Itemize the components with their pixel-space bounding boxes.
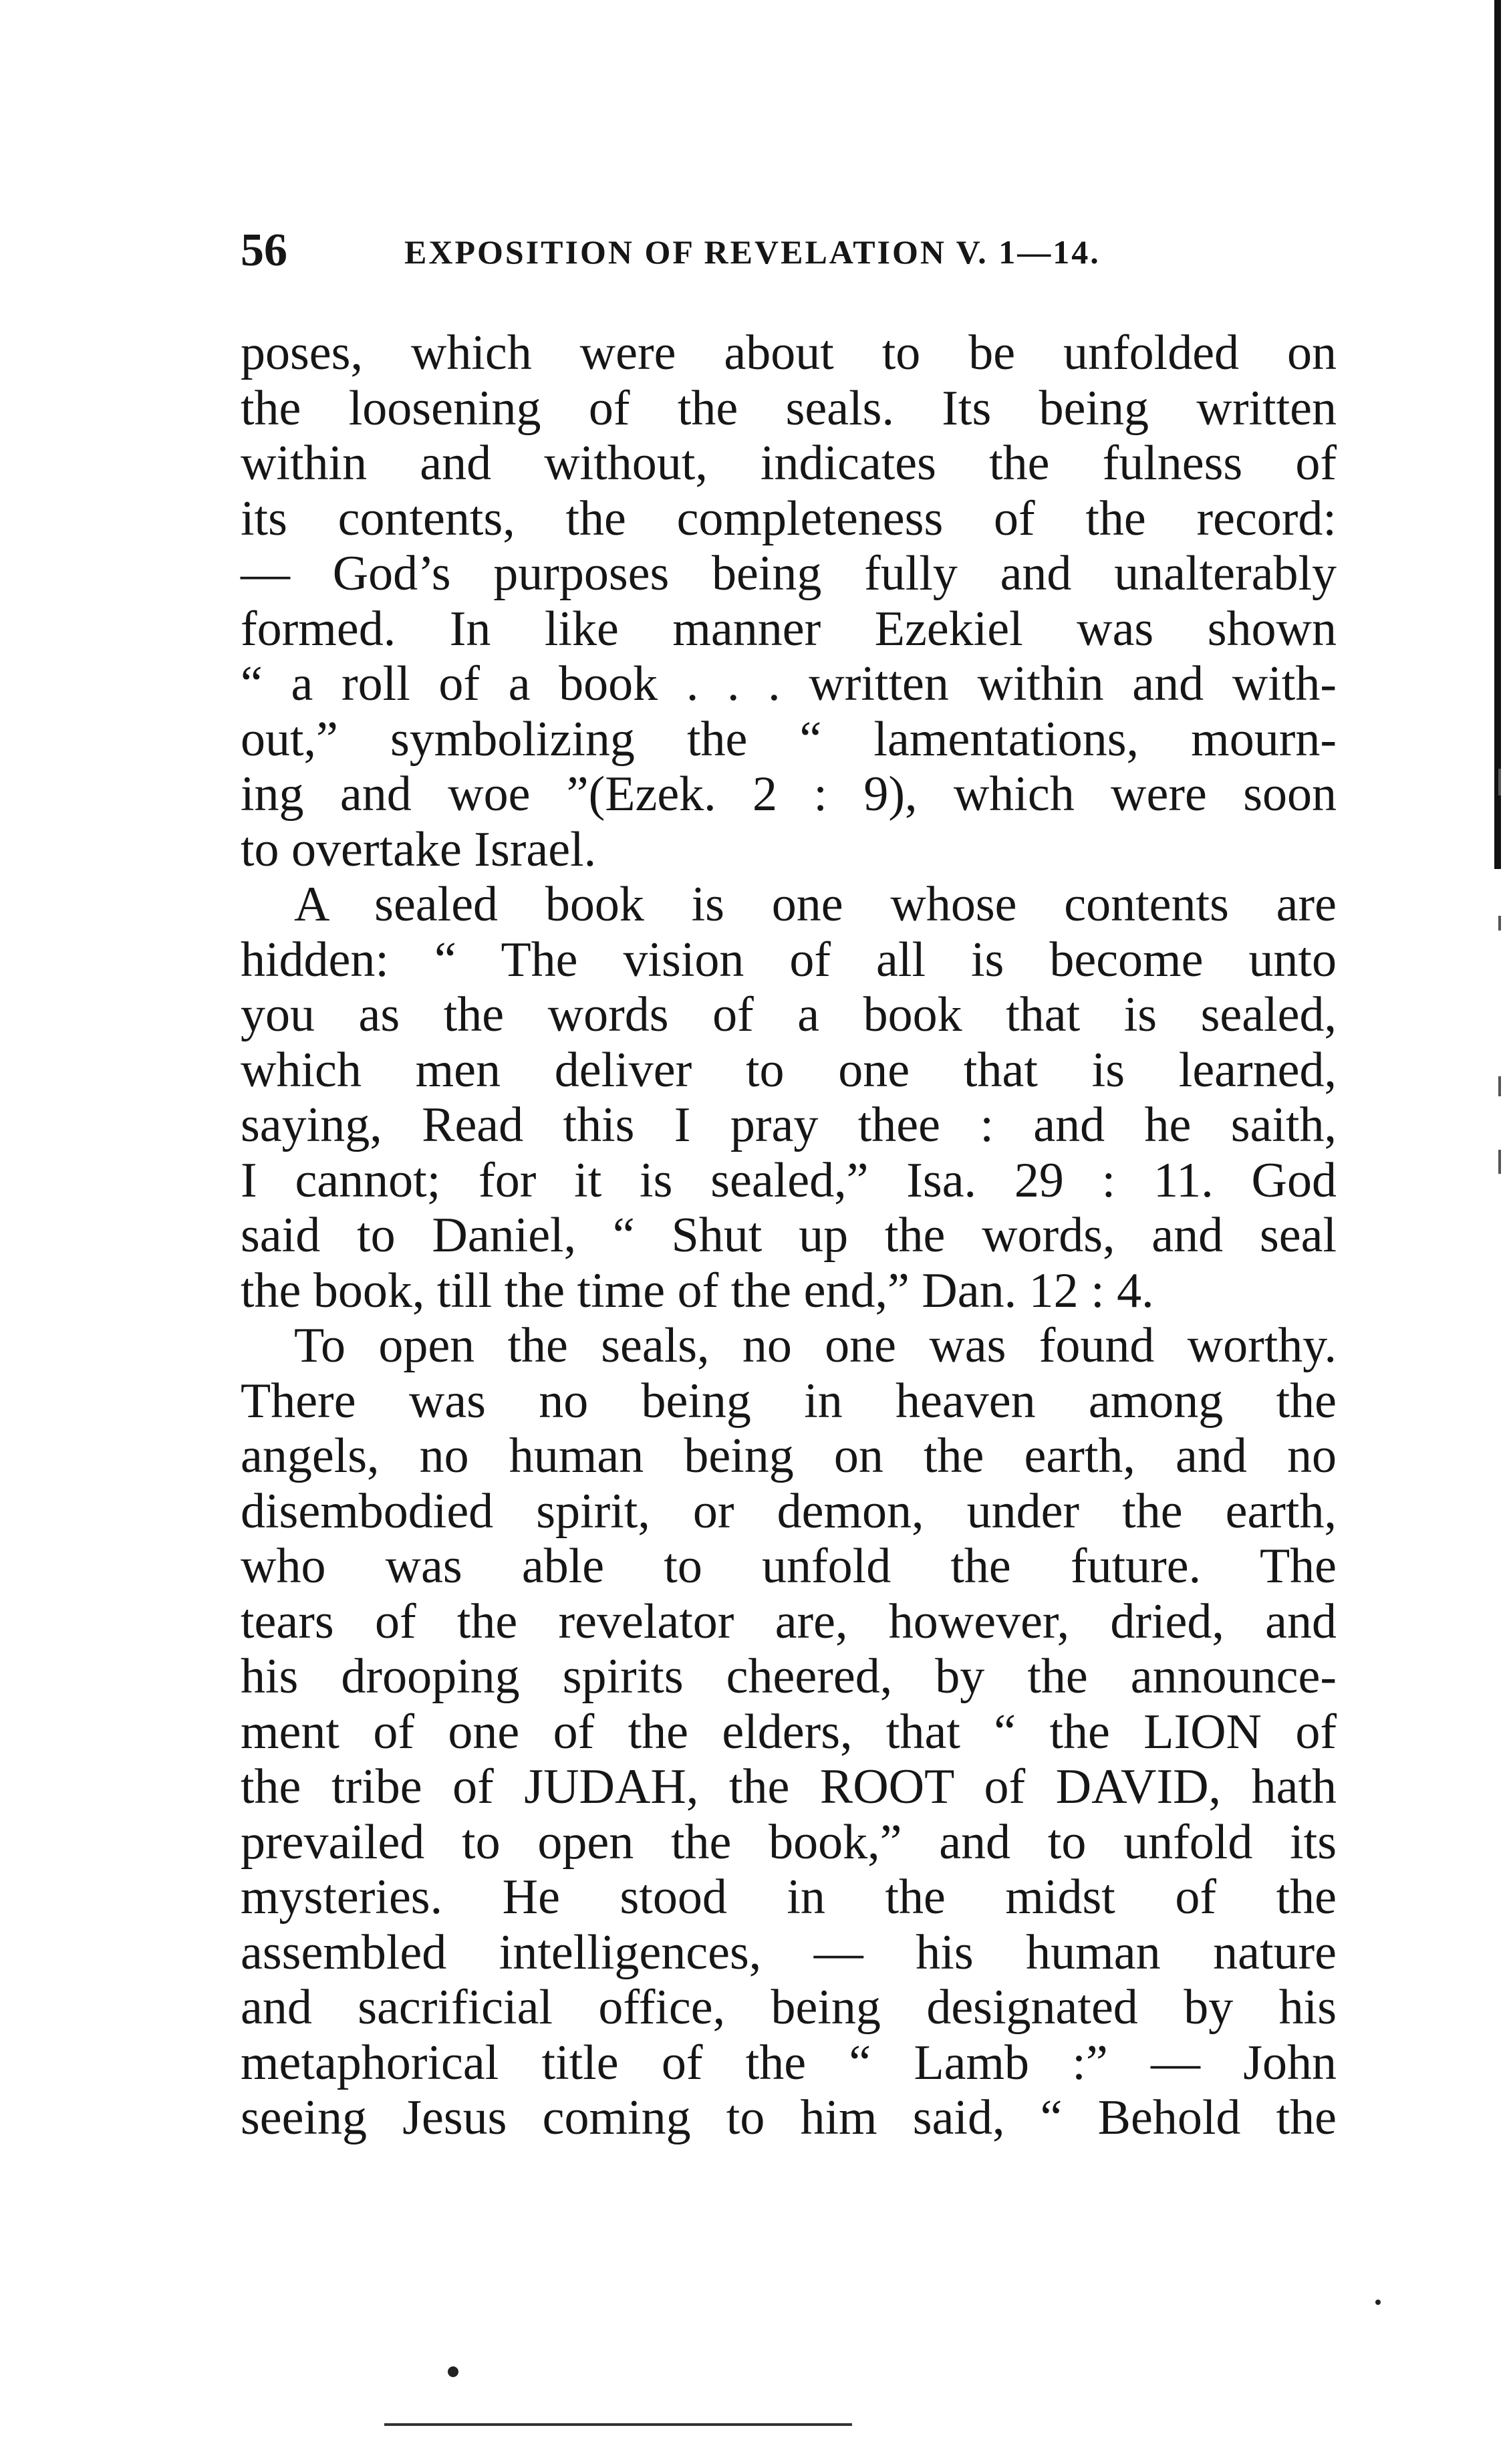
edge-mark [1498,1076,1501,1096]
text-line: tears of the revelator are, however, dried, and [241,1594,1337,1649]
text-line: and sacrificial office, being designated by his [241,1980,1337,2035]
page-header [241,221,1350,281]
text-line: its contents, the completeness of the record: [241,491,1337,546]
bottom-rule [384,2423,852,2426]
text-line: A sealed book is one whose contents are [294,877,1337,932]
text-line: ing and woe ”(Ezek. 2 : 9), which were soon [241,767,1337,822]
text-line: formed. In like manner Ezekiel was shown [241,601,1337,656]
text-line: — God’s purposes being fully and unalterably [241,546,1337,601]
text-line: hidden: “ The vision of all is become unto [241,932,1337,987]
running-head: EXPOSITION OF REVELATION V. 1—14. [404,233,1101,271]
text-line: mysteries. He stood in the midst of the [241,1870,1337,1925]
text-line: out,” symbolizing the “ lamentations, mourn- [241,711,1337,767]
text-line: you as the words of a book that is sealed, [241,987,1337,1042]
text-line: the book, till the time of the end,” Dan. 12 : 4. [241,1263,1154,1318]
text-line: To open the seals, no one was found worthy. [294,1318,1337,1373]
text-line: seeing Jesus coming to him said, “ Behold the [241,2090,1337,2145]
text-line: angels, no human being on the earth, and no [241,1429,1337,1483]
text-line: metaphorical title of the “ Lamb :” — John [241,2035,1337,2090]
text-line: which men deliver to one that is learned, [241,1042,1337,1098]
speck-mark [448,2366,458,2377]
text-line: his drooping spirits cheered, by the announce- [241,1649,1337,1704]
text-line: prevailed to open the book,” and to unfold its [241,1814,1337,1870]
text-line: disembodied spirit, or demon, under the earth, [241,1483,1337,1539]
page-edge-line [1494,0,1501,869]
text-line: said to Daniel, “ Shut up the words, and seal [241,1208,1337,1263]
text-line: There was no being in heaven among the [241,1373,1337,1429]
text-line: “ a roll of a book . . . written within and with- [241,656,1337,711]
text-line: within and without, indicates the fulness of [241,436,1337,491]
text-line: assembled intelligences, — his human nature [241,1925,1337,1980]
edge-mark [1498,1150,1501,1174]
page-number: 56 [241,225,287,276]
text-line: the loosening of the seals. Its being written [241,380,1337,436]
text-line: saying, Read this I pray thee : and he saith, [241,1098,1337,1152]
text-line: who was able to unfold the future. The [241,1539,1337,1594]
text-line: poses, which were about to be unfolded on [241,326,1337,380]
body-text [241,326,1337,2146]
text-line: ment of one of the elders, that “ the LION of [241,1704,1337,1759]
edge-mark [1498,769,1501,795]
text-line: the tribe of JUDAH, the ROOT of DAVID, hath [241,1759,1337,1814]
text-line: I cannot; for it is sealed,” Isa. 29 : 11. God [241,1152,1337,1208]
edge-mark [1498,916,1501,931]
speck-mark [1375,2300,1381,2305]
text-line: to overtake Israel. [241,822,597,877]
